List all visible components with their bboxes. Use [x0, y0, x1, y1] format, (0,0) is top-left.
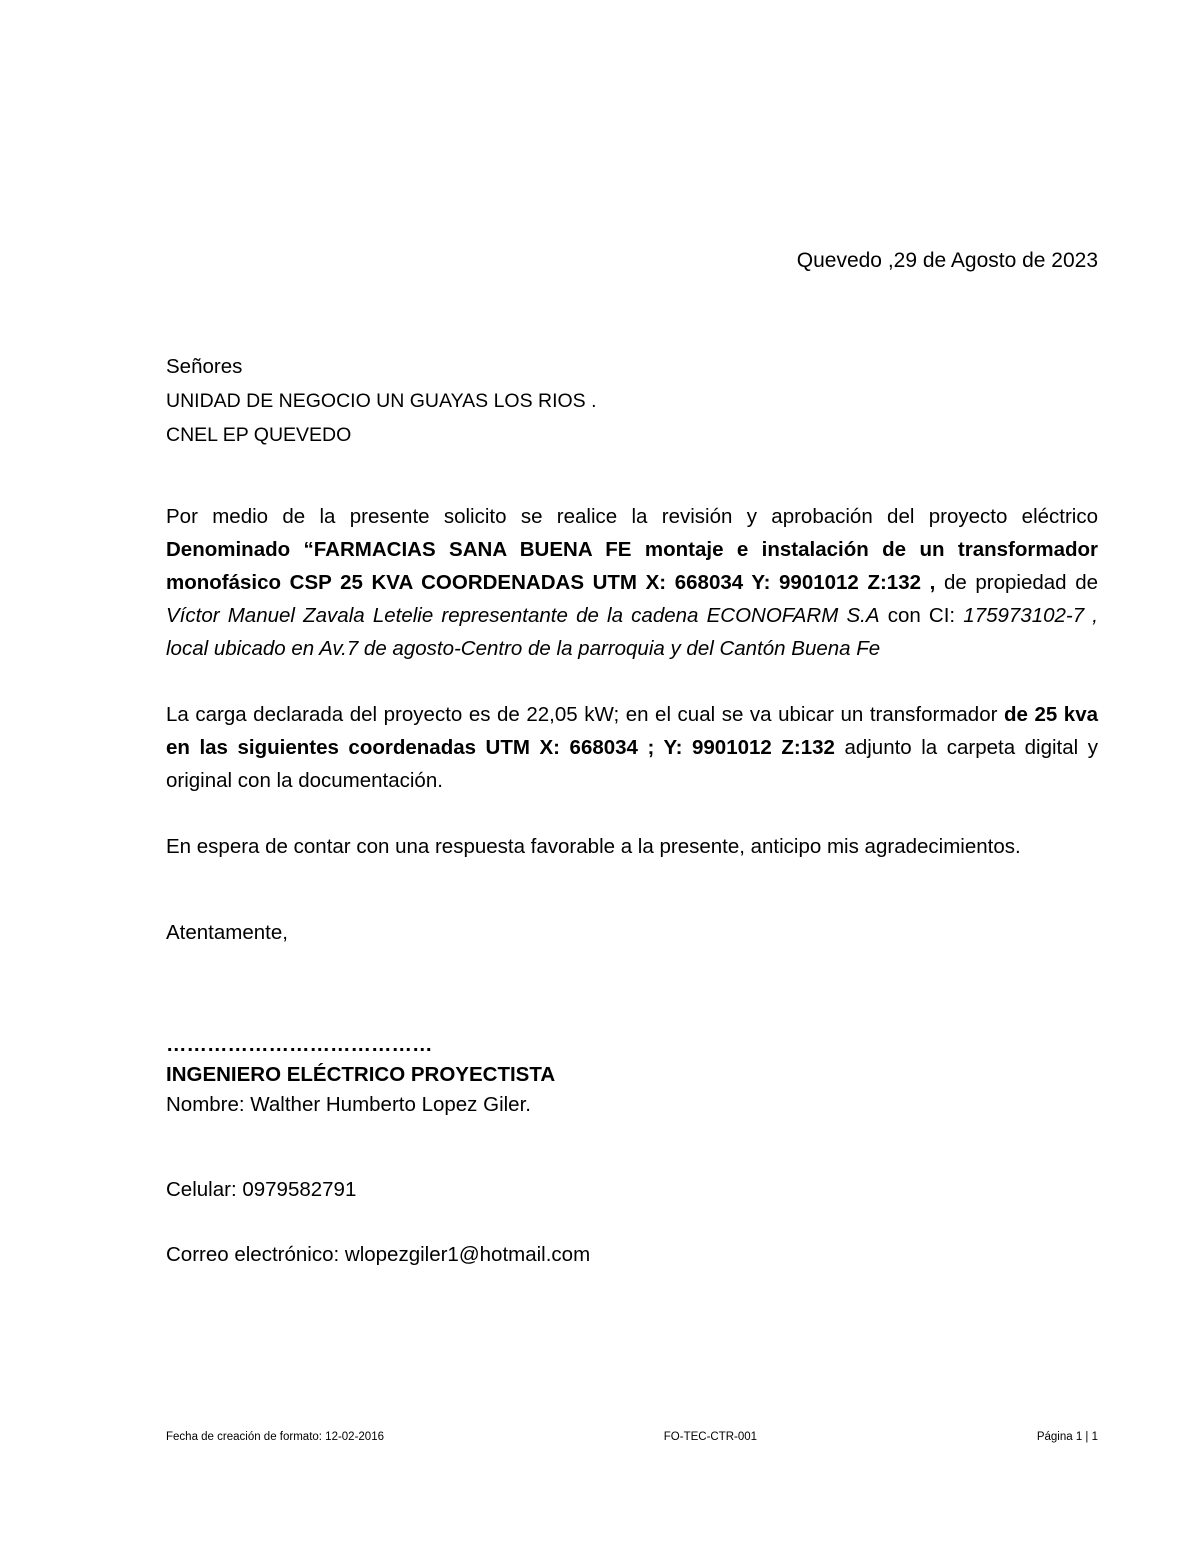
load-outro: adjunto la carpeta digital y original con la documentación.	[166, 736, 1098, 792]
page-footer	[166, 1428, 1098, 1446]
load-paragraph	[166, 698, 1098, 797]
request-paragraph	[166, 500, 1098, 665]
salutation: Señores	[166, 355, 243, 378]
request-intro: Por medio de la presente solicito se realice la revisión y aprobación del proyecto eléctrico	[166, 505, 1098, 528]
load-intro: La carga declarada del proyecto es de 22,05 kW; en el cual se va ubicar un transformador	[166, 703, 1004, 726]
thanks-paragraph: En espera de contar con una respuesta favorable a la presente, anticipo mis agradecimientos.	[166, 835, 1021, 858]
signer-name: Nombre: Walther Humberto Lopez Giler.	[166, 1093, 531, 1116]
closing: Atentamente,	[166, 921, 288, 944]
project-name: Denominado “FARMACIAS SANA BUENA FE montaje e instalación de un transformador monofásico CSP 25 KVA COORDENADAS UTM X: 668034 Y: 9901012 Z:132 ,	[166, 538, 1098, 594]
recipient-line-1: UNIDAD DE NEGOCIO UN GUAYAS LOS RIOS .	[166, 390, 597, 412]
signature-line: …………………………………	[166, 1033, 433, 1056]
recipient-line-2: CNEL EP QUEVEDO	[166, 424, 352, 446]
footer-created-date: Fecha de creación de formato: 12-02-2016	[166, 1431, 384, 1443]
signer-title: INGENIERO ELÉCTRICO PROYECTISTA	[166, 1063, 556, 1086]
owner-name: Víctor Manuel Zavala Letelie representante de la cadena ECONOFARM S.A	[166, 604, 880, 627]
phone-line: Celular: 0979582791	[166, 1178, 357, 1201]
footer-form-code: FO-TEC-CTR-001	[663, 1431, 758, 1443]
footer-page-number: Página 1 | 1	[1036, 1431, 1098, 1443]
recipients-block	[166, 350, 597, 452]
owner-prefix: de propiedad de	[935, 571, 1098, 594]
transformer-coordinates: de 25 kva en las siguientes coordenadas UTM X: 668034 ; Y: 9901012 Z:132	[166, 703, 1099, 759]
date-line: Quevedo ,29 de Agosto de 2023	[796, 249, 1098, 272]
signature-block	[166, 1030, 766, 1120]
email-line: Correo electrónico: wlopezgiler1@hotmail.com	[166, 1243, 591, 1266]
ci-prefix: con CI:	[879, 604, 964, 627]
ci-and-location: 175973102-7 , local ubicado en Av.7 de agosto-Centro de la parroquia y del Cantón Buena Fe	[166, 604, 1098, 660]
